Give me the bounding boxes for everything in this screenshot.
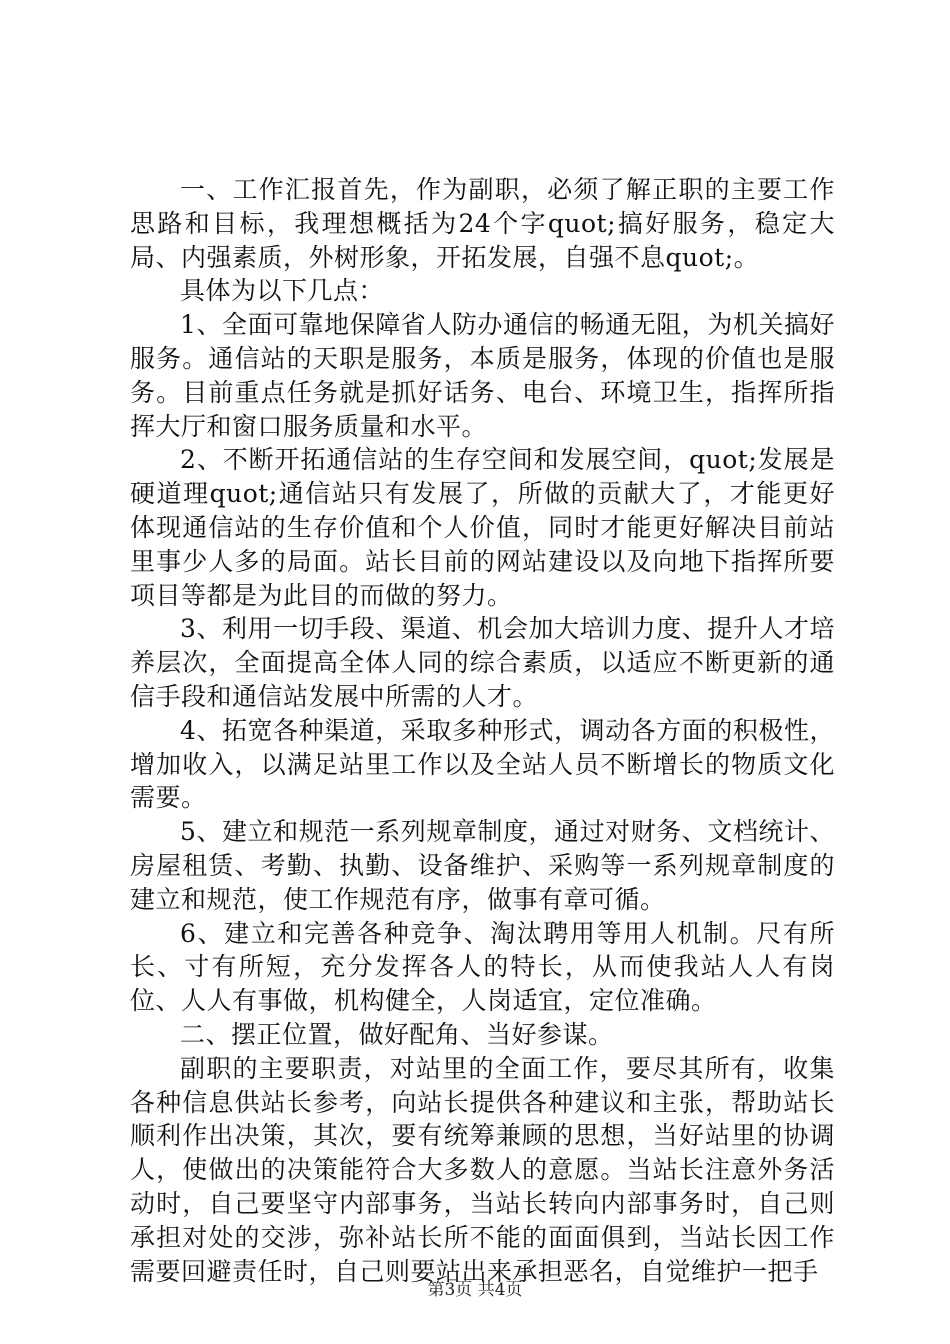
document-body xyxy=(130,173,835,1288)
paragraph-point-2: 2、不断开拓通信站的生存空间和发展空间，quot;发展是硬道理quot;通信站只有发展了，所做的贡献大了，才能更好体现通信站的生存价值和个人价值，同时才能更好解决目前站里事少人多的局面。站长目前的网站建设以及向地下指挥所要项目等都是为此目的而做的努力。 xyxy=(130,445,835,610)
paragraph-work-report: 一、工作汇报首先，作为副职，必须了解正职的主要工作思路和目标，我理想概括为24个字quot;搞好服务，稳定大局、内强素质，外树形象，开拓发展，自强不息quot;。 xyxy=(130,175,835,272)
paragraph-point-4: 4、拓宽各种渠道，采取多种形式，调动各方面的积极性，增加收入，以满足站里工作以及全站人员不断增长的物质文化需要。 xyxy=(130,715,835,813)
paragraph-point-1: 1、全面可靠地保障省人防办通信的畅通无阻，为机关搞好服务。通信站的天职是服务，本质是服务，体现的价值也是服务。目前重点任务就是抓好话务、电台、环境卫生，指挥所指挥大厅和窗口服务质量和水平。 xyxy=(130,310,835,441)
paragraph-section-two-heading: 二、摆正位置，做好配角、当好参谋。 xyxy=(180,1019,614,1049)
page-number-footer: 第3页 共4页 xyxy=(427,1280,523,1300)
paragraph-point-3: 3、利用一切手段、渠道、机会加大培训力度、提升人才培养层次，全面提高全体人同的综合素质，以适应不断更新的通信手段和通信站发展中所需的人才。 xyxy=(130,614,835,711)
paragraph-deputy-duties: 副职的主要职责，对站里的全面工作，要尽其所有，收集各种信息供站长参考，向站长提供各种建议和主张，帮助站长顺利作出决策，其次，要有统筹兼顾的思想，当好站里的协调人，使做出的决策能符合大多数人的意愿。当站长注意外务活动时，自己要坚守内部事务，当站长转向内部事务时，自己则承担对处的交涉，弥补站长所不能的面面俱到，当站长因工作需要回避责任时，自己则要站出来承担恶名，自觉维护一把手 xyxy=(130,1053,835,1286)
paragraph-points-intro: 具体为以下几点： xyxy=(180,276,385,306)
paragraph-point-6: 6、建立和完善各种竞争、淘汰聘用等用人机制。尺有所长、寸有所短，充分发挥各人的特长，从而使我站人人有岗位、人人有事做，机构健全，人岗适宜，定位准确。 xyxy=(130,918,835,1016)
paragraph-point-5: 5、建立和规范一系列规章制度，通过对财务、文档统计、房屋租赁、考勤、执勤、设备维护、采购等一系列规章制度的建立和规范，使工作规范有序，做事有章可循。 xyxy=(130,817,835,914)
